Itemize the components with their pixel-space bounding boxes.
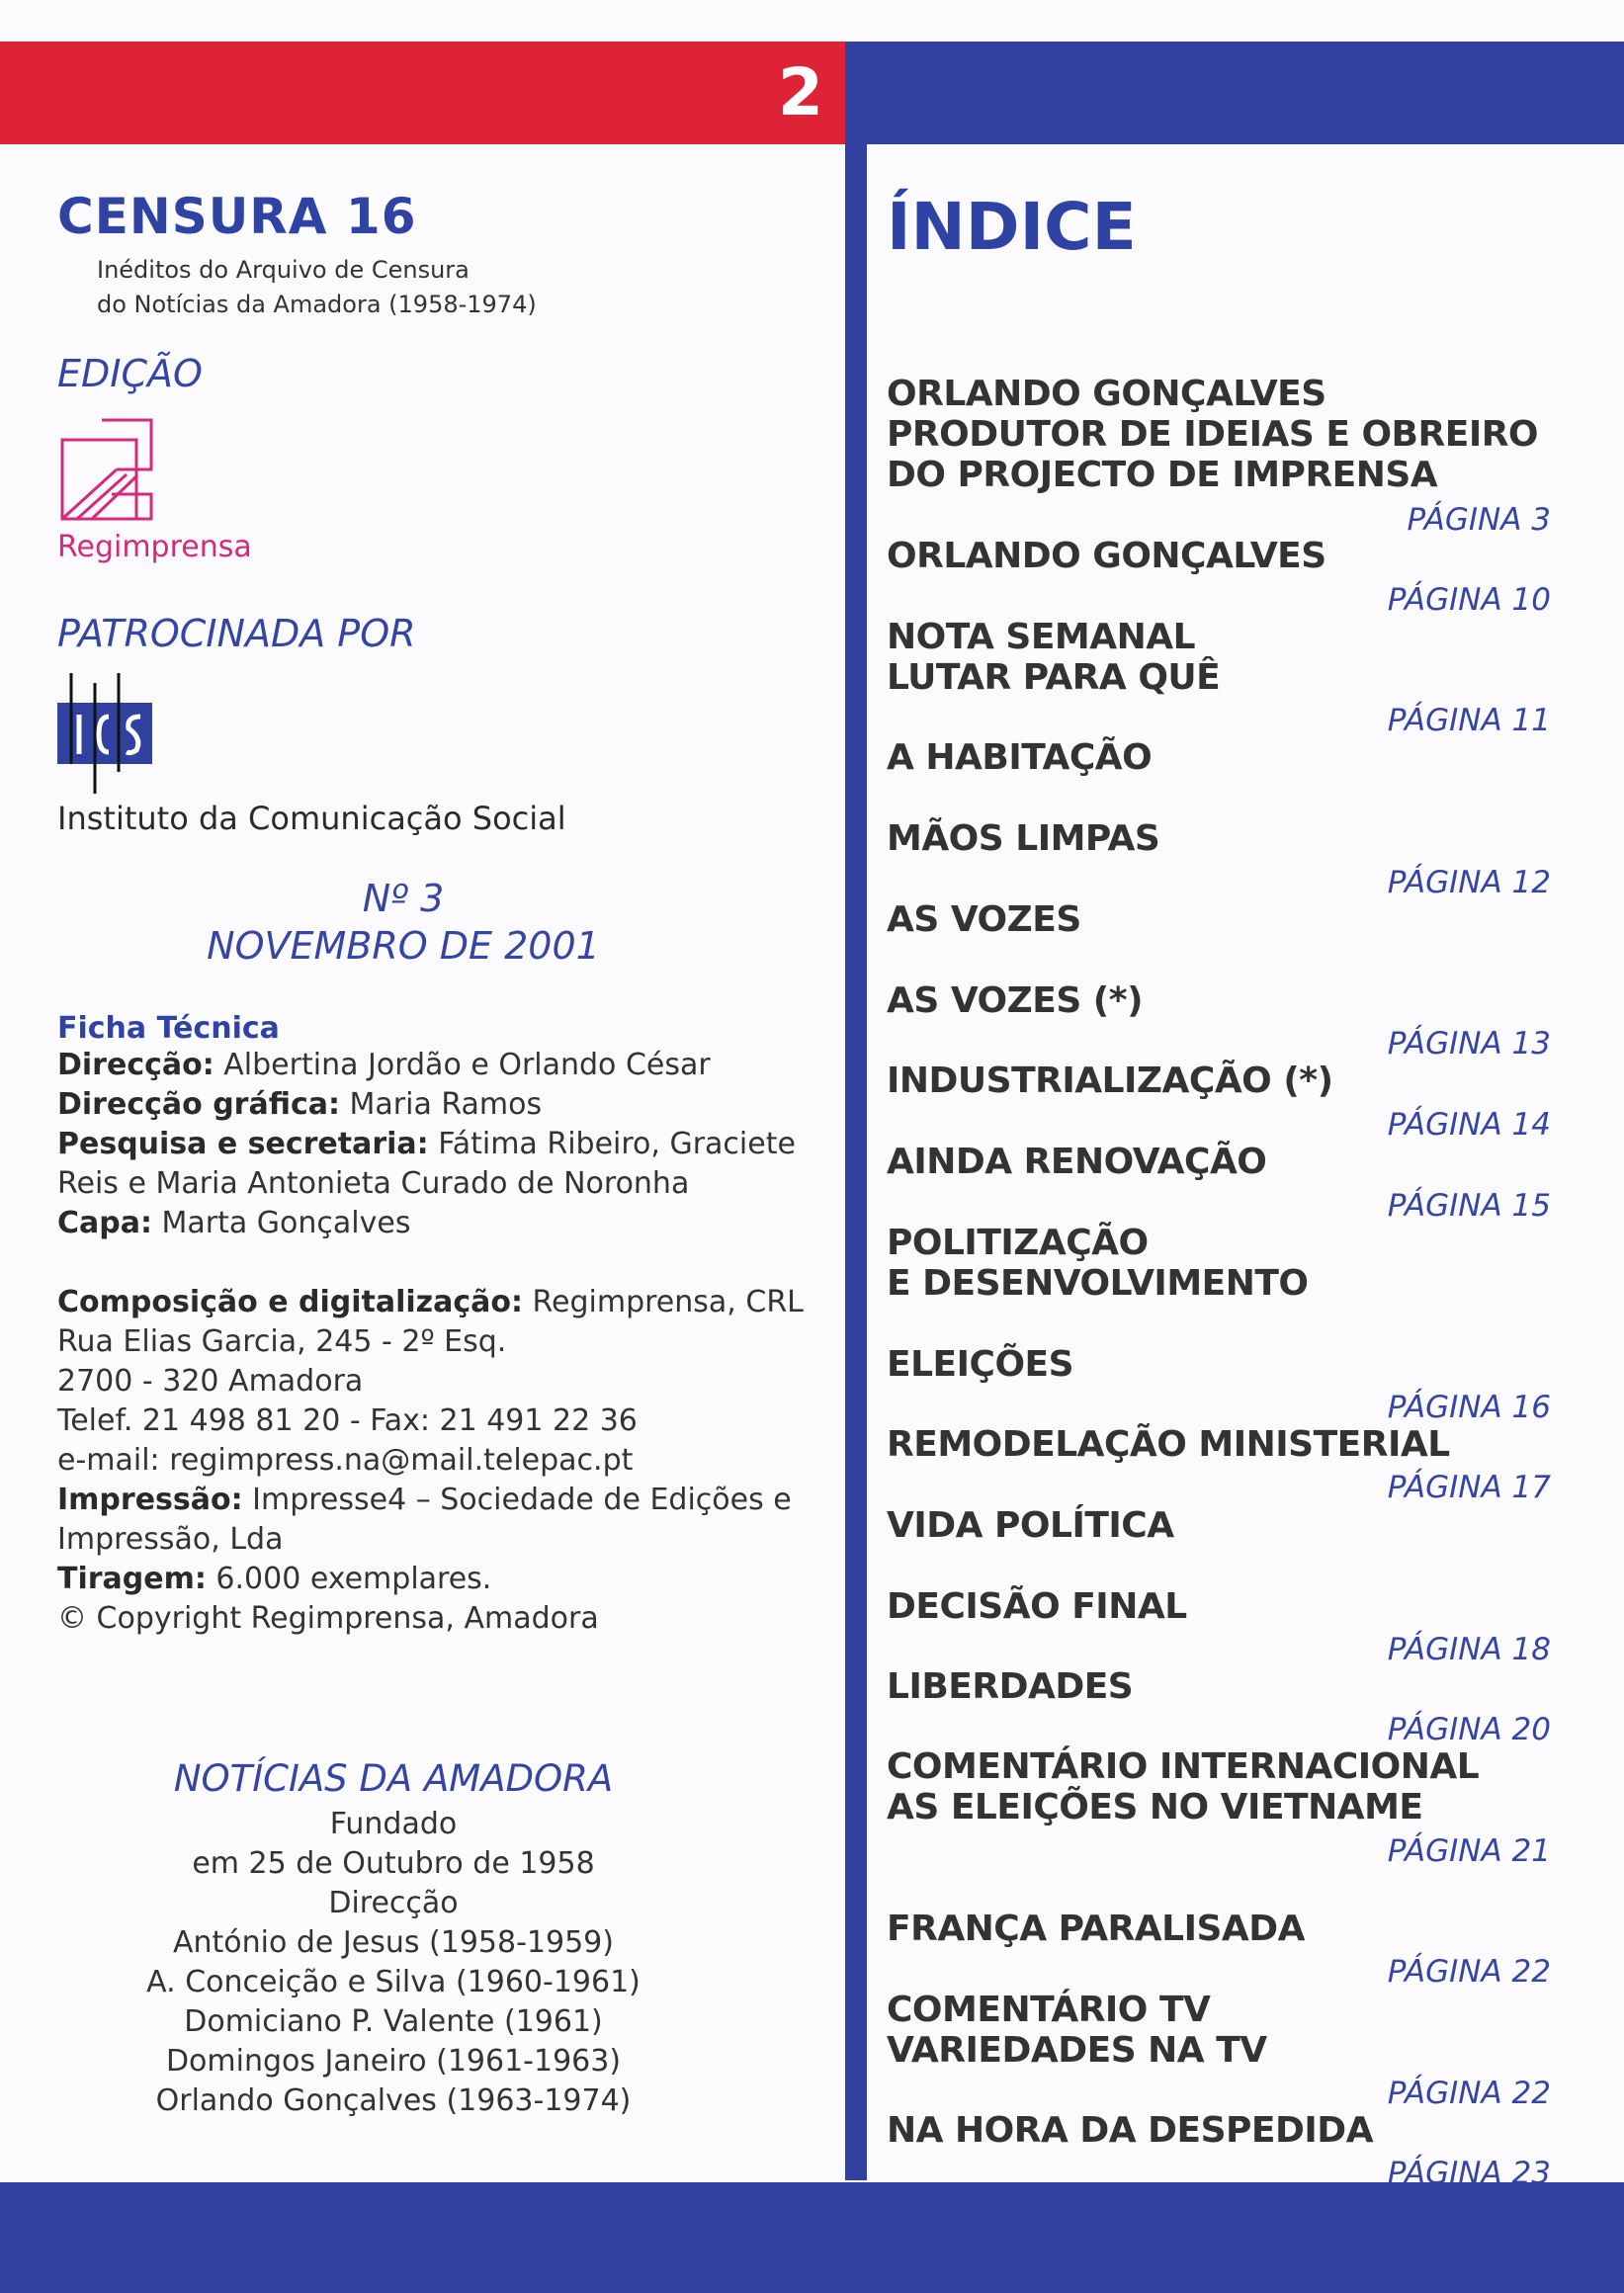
ficha-impressao: Impressão: Impresse4 – Sociedade de Edições e	[57, 1483, 792, 1517]
regimprensa-logo-icon	[57, 415, 156, 524]
toc-entry-title[interactable]: AS ELEIÇÕES NO VIETNAME	[887, 1787, 1423, 1827]
ficha-grafica: Direcção gráfica: Maria Ramos	[57, 1087, 543, 1122]
toc-entry-title[interactable]: DECISÃO FINAL	[887, 1586, 1187, 1627]
toc-entry-page[interactable]: PÁGINA 10	[1387, 582, 1551, 618]
ficha-address-1: Rua Elias Garcia, 245 - 2º Esq.	[57, 1324, 507, 1359]
toc-entry-page[interactable]: PÁGINA 22	[1387, 1954, 1551, 1990]
toc-entry-title[interactable]: MÃOS LIMPAS	[887, 818, 1160, 859]
toc-entry-page[interactable]: PÁGINA 11	[1387, 703, 1551, 738]
ficha-composicao: Composição e digitalização: Regimprensa, CRL	[57, 1285, 804, 1319]
toc-entry-title[interactable]: REMODELAÇÃO MINISTERIAL	[887, 1424, 1450, 1465]
ficha-capa: Capa: Marta Gonçalves	[57, 1206, 411, 1240]
noticias-line: em 25 de Outubro de 1958	[192, 1846, 595, 1881]
toc-entry-title[interactable]: PRODUTOR DE IDEIAS E OBREIRO	[887, 414, 1539, 455]
ficha-tecnica-title: Ficha Técnica	[57, 1011, 280, 1046]
edicao-label: EDIÇÃO	[57, 352, 203, 395]
ics-logo-icon	[57, 673, 152, 794]
toc-entry-page[interactable]: PÁGINA 15	[1387, 1188, 1551, 1224]
toc-entry-page[interactable]: PÁGINA 18	[1387, 1632, 1551, 1667]
ficha-address-2: 2700 - 320 Amadora	[57, 1364, 364, 1399]
colophon-column	[57, 188, 809, 1639]
noticias-title: NOTÍCIAS DA AMADORA	[173, 1757, 614, 1800]
ficha-tiragem: Tiragem: 6.000 exemplares.	[57, 1562, 492, 1596]
publication-title: CENSURA 16	[57, 188, 417, 245]
ficha-copyright: © Copyright Regimprensa, Amadora	[57, 1601, 599, 1636]
toc-entry-title[interactable]: E DESENVOLVIMENTO	[887, 1263, 1309, 1304]
sponsor-name: Instituto da Comunicação Social	[57, 800, 566, 837]
issue-info	[57, 875, 749, 970]
toc-entry-title[interactable]: ELEIÇÕES	[887, 1344, 1074, 1385]
toc-entry-title[interactable]: DO PROJECTO DE IMPRENSA	[887, 455, 1438, 495]
toc-entry-page[interactable]: PÁGINA 12	[1387, 865, 1551, 900]
publication-subtitle: Inéditos do Arquivo de Censura do Notícias da Amadora (1958-1974)	[97, 256, 537, 318]
toc-entry-title[interactable]: AS VOZES (*)	[887, 980, 1144, 1021]
noticias-line: António de Jesus (1958-1959)	[173, 1925, 614, 1960]
ficha-pesquisa: Pesquisa e secretaria: Fátima Ribeiro, Graciete	[57, 1127, 796, 1161]
toc-entry-page[interactable]: PÁGINA 23	[1387, 2156, 1551, 2191]
toc-entry-title[interactable]: AINDA RENOVAÇÃO	[887, 1142, 1267, 1182]
index-title: ÍNDICE	[887, 189, 1137, 265]
index-column	[887, 188, 1579, 2191]
issue-date: NOVEMBRO DE 2001	[207, 924, 600, 968]
ficha-pesquisa-cont: Reis e Maria Antonieta Curado de Noronha	[57, 1166, 690, 1201]
toc-entry-page[interactable]: PÁGINA 16	[1387, 1390, 1551, 1425]
ficha-impressao-cont: Impressão, Lda	[57, 1522, 284, 1557]
table-of-contents	[887, 267, 1579, 2191]
publisher-name: Regimprensa	[57, 530, 252, 564]
ficha-tecnica	[57, 1046, 809, 1639]
ficha-email: e-mail: regimpress.na@mail.telepac.pt	[57, 1443, 634, 1478]
noticias-line: Fundado	[329, 1807, 458, 1841]
toc-entry-title[interactable]: LIBERDADES	[887, 1666, 1134, 1707]
noticias-block	[57, 1753, 729, 2121]
toc-entry-title[interactable]: POLITIZAÇÃO	[887, 1223, 1149, 1263]
toc-entry-page[interactable]: PÁGINA 13	[1387, 1026, 1551, 1062]
issue-number: Nº 3	[362, 877, 445, 920]
toc-entry-page[interactable]: PÁGINA 20	[1387, 1712, 1551, 1747]
footer-bar	[0, 2182, 1624, 2293]
toc-entry-title[interactable]: VIDA POLÍTICA	[887, 1505, 1174, 1546]
ficha-phone: Telef. 21 498 81 20 - Fax: 21 491 22 36	[57, 1403, 638, 1438]
ficha-direccao: Direcção: Albertina Jordão e Orlando César	[57, 1048, 711, 1082]
header-bar-red	[0, 42, 845, 144]
patrocinada-label: PATROCINADA POR	[57, 612, 416, 655]
toc-entry-title[interactable]: FRANÇA PARALISADA	[887, 1909, 1306, 1949]
toc-entry-page[interactable]: PÁGINA 17	[1387, 1470, 1551, 1505]
toc-entry-title[interactable]: COMENTÁRIO INTERNACIONAL	[887, 1746, 1480, 1787]
noticias-line: Domingos Janeiro (1961-1963)	[165, 2044, 622, 2079]
toc-entry-title[interactable]: A HABITAÇÃO	[887, 737, 1153, 778]
header-bar-blue	[845, 42, 1624, 144]
toc-entry-page[interactable]: PÁGINA 21	[1387, 1833, 1551, 1869]
toc-entry-title[interactable]: ORLANDO GONÇALVES	[887, 374, 1326, 414]
toc-entry-page[interactable]: PÁGINA 14	[1387, 1107, 1551, 1143]
toc-entry-title[interactable]: LUTAR PARA QUÊ	[887, 657, 1221, 698]
noticias-line: Orlando Gonçalves (1963-1974)	[155, 2083, 632, 2118]
noticias-line: A. Conceição e Silva (1960-1961)	[146, 1965, 641, 1999]
toc-entry-title[interactable]: NOTA SEMANAL	[887, 617, 1196, 657]
toc-entry-title[interactable]: INDUSTRIALIZAÇÃO (*)	[887, 1061, 1333, 1101]
toc-entry-title[interactable]: NA HORA DA DESPEDIDA	[887, 2110, 1374, 2151]
toc-entry-title[interactable]: ORLANDO GONÇALVES	[887, 536, 1326, 576]
column-divider	[845, 144, 867, 2180]
toc-entry-page[interactable]: PÁGINA 3	[1407, 502, 1551, 538]
page-number: 2	[778, 54, 823, 130]
toc-entry-title[interactable]: COMENTÁRIO TV	[887, 1990, 1211, 2030]
toc-entry-title[interactable]: VARIEDADES NA TV	[887, 2030, 1267, 2071]
toc-entry-page[interactable]: PÁGINA 22	[1387, 2076, 1551, 2111]
noticias-line: Domiciano P. Valente (1961)	[184, 2004, 603, 2039]
toc-entry-title[interactable]: AS VOZES	[887, 899, 1081, 940]
noticias-line: Direcção	[328, 1886, 459, 1920]
